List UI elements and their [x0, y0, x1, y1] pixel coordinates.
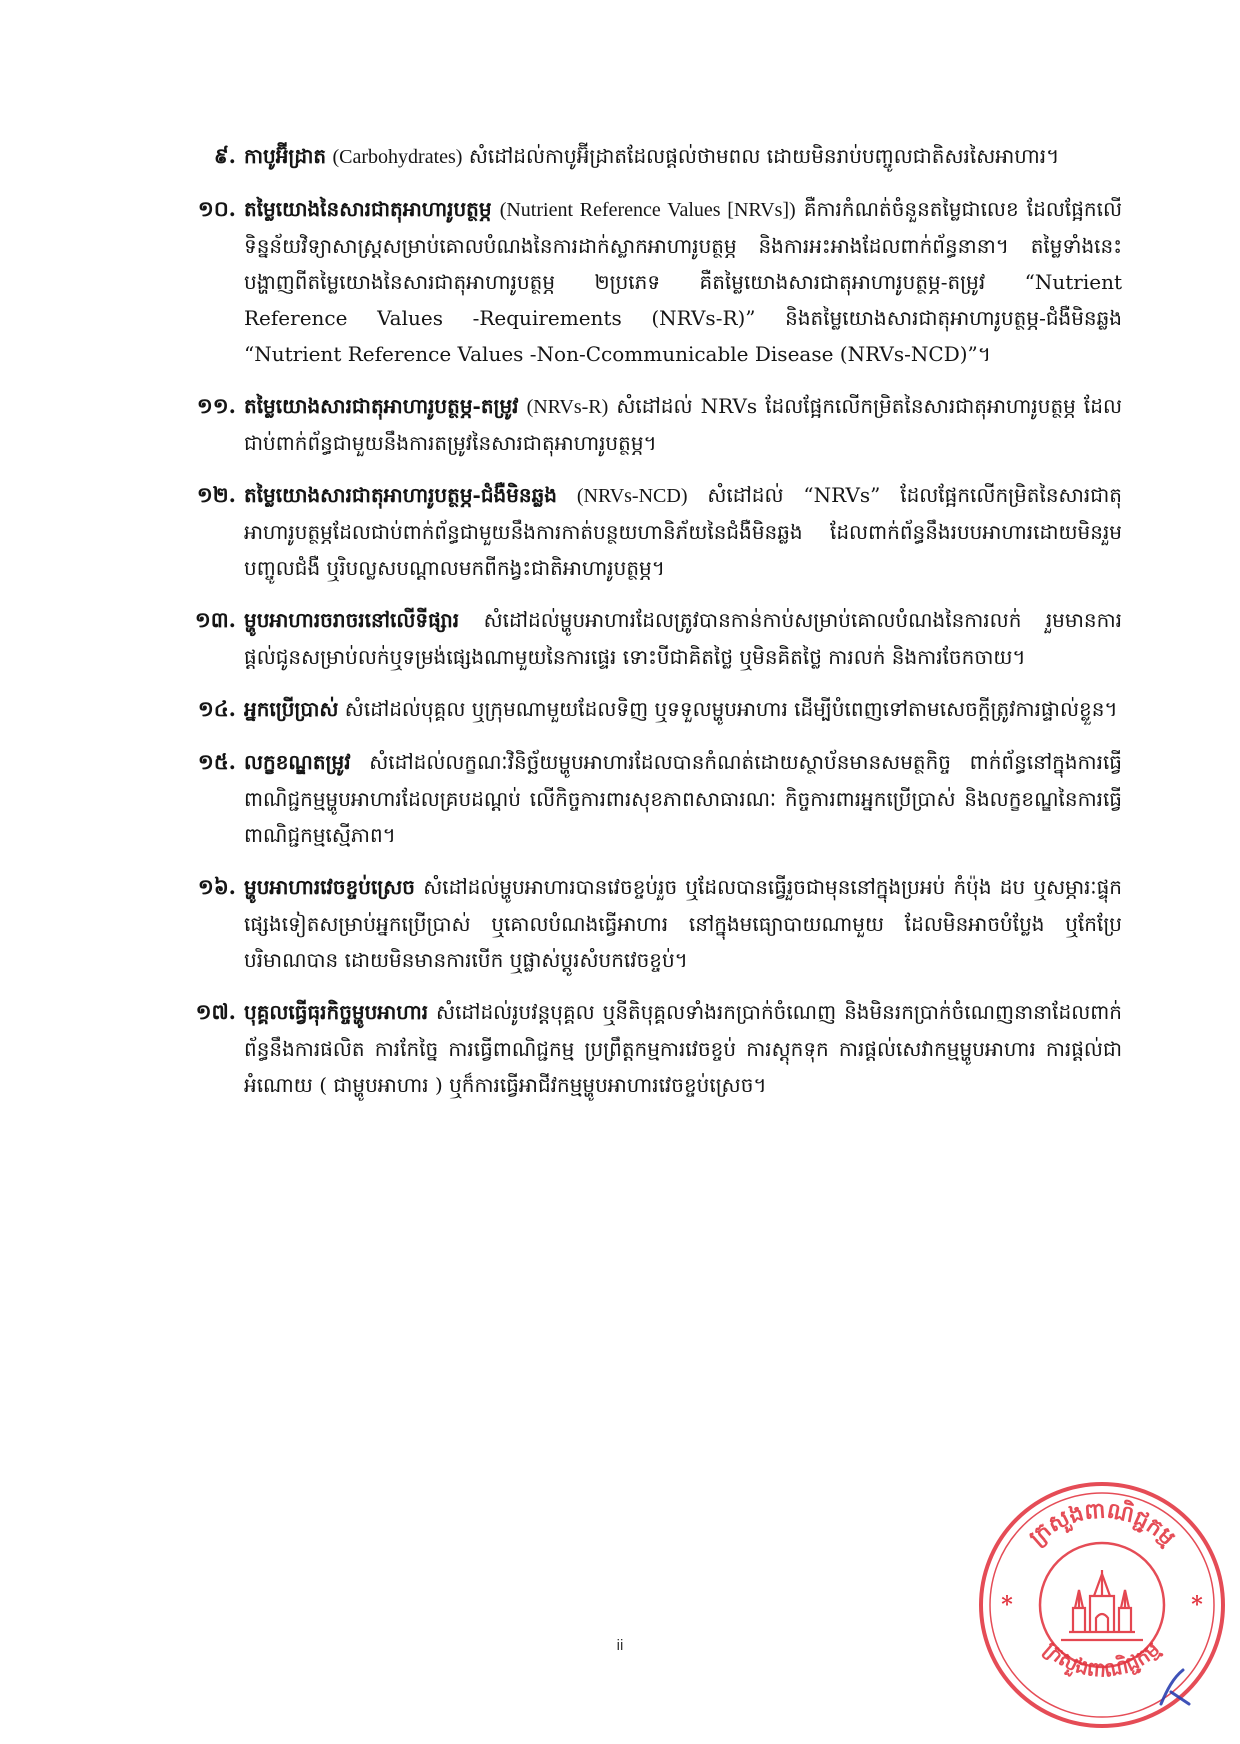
definition-body: [244, 138, 1122, 175]
definition-item: [186, 477, 1122, 586]
definition-item: [186, 869, 1122, 978]
definition-text: គឺការកំណត់ចំនួនតម្លៃជាលេខ ដែលផ្អែកលើទិន្នន័យវិទ្យាសាស្ត្រសម្រាប់គោលបំណងនៃការដាក់ស្លាកអាហារូបត្ថម្ភ និងការអះអាងដែលពាក់ព័ន្ធនានា។ តម្លៃទាំងនេះបង្ហាញពីតម្លៃយោងនៃសារជាតុអាហារូបត្ថម្ភ ២ប្រភេទ គឺតម្លៃយោងសារជាតុអាហារូបត្ថម្ភ-តម្រូវ “Nutrient Reference Values -Requirements (NRVs-R)” និងតម្លៃយោងសារជាតុអាហារូបត្ថម្ភ-ជំងឺមិនឆ្លង “Nutrient Reference Values -Non-Ccommunicable Disease (NRVs-NCD)”។: [244, 197, 1122, 366]
definition-body: [244, 388, 1122, 461]
svg-text:*: *: [1191, 1592, 1203, 1618]
definition-number: ១១.: [196, 393, 236, 418]
definition-text: សំដៅដល់រូបវន្តបុគ្គល ឬនីតិបុគ្គលទាំងរកប្រាក់ចំណេញ និងមិនរកប្រាក់ចំណេញនានាដែលពាក់ព័ន្ធនឹងការផលិត ការកែច្នៃ ការធ្វើពាណិជ្ជកម្ម ប្រព្រឹត្តកម្មការវេចខ្ចប់ ការស្តុកទុក ការផ្តល់សេវាកម្មម្ហូបអាហារ ការផ្តល់ជាអំណោយ ( ជាម្ហូបអាហារ ) ឬក៏ការធ្វើអាជីវកម្មម្ហូបអាហារវេចខ្ចប់ស្រេច។: [244, 1000, 1122, 1097]
definition-term: ម្ហូបអាហារវេចខ្ចប់ស្រេច: [244, 875, 415, 899]
page-number: ii: [616, 1637, 624, 1654]
definition-number: ១០.: [197, 196, 236, 221]
official-seal-icon: [975, 1478, 1229, 1732]
definition-english: (Nutrient Reference Values [NRVs]): [499, 199, 796, 221]
definition-text: សំដៅដល់លក្ខណៈវិនិច្ឆ័យម្ហូបអាហារដែលបានកំណត់ដោយស្ថាប័នមានសមត្ថកិច្ច ពាក់ព័ន្ធនៅក្នុងការធ្វើពាណិជ្ជកម្មម្ហូបអាហារដែលគ្របដណ្តប់ លើកិច្ចការពារសុខភាពសាធារណៈ កិច្ចការពារអ្នកប្រើប្រាស់ និងលក្ខខណ្ឌនៃការធ្វើពាណិជ្ជកម្មស្មើភាព។: [244, 750, 1122, 847]
definition-body: [244, 994, 1122, 1103]
definition-number: ១៤.: [197, 696, 236, 721]
definition-body: [244, 477, 1122, 586]
seal-top-text: ក្រសួងពាណិជ្ជកម្ម: [1024, 1498, 1180, 1551]
definition-item: [186, 691, 1122, 728]
definition-english: (NRVs-NCD): [576, 485, 688, 507]
definition-text: សំដៅដល់ “NRVs” ដែលផ្អែកលើកម្រិតនៃសារជាតុអាហារូបត្ថម្ភដែលជាប់ពាក់ព័ន្ធជាមួយនឹងការកាត់បន្ថយហានិភ័យនៃជំងឺមិនឆ្លង ដែលពាក់ព័ន្ធនឹងរបបអាហារដោយមិនរួមបញ្ចូលជំងឺ ឬរិបល្លសបណ្តាលមកពីកង្វះជាតិអាហារូបត្ថម្ភ។: [244, 483, 1123, 580]
definition-term: តម្លៃយោងនៃសារជាតុអាហារូបត្ថម្ភ: [244, 197, 492, 221]
definition-body: [244, 691, 1122, 728]
definition-text: សំដៅដល់ NRVs ដែលផ្អែកលើកម្រិតនៃសារជាតុអាហារូបត្ថម្ភ ដែលជាប់ពាក់ព័ន្ធជាមួយនឹងការតម្រូវនៃសារជាតុអាហារូបត្ថម្ភ។: [244, 394, 1123, 455]
definition-text: សំដៅដល់ម្ហូបអាហារដែលត្រូវបានកាន់កាប់សម្រាប់គោលបំណងនៃការលក់ រួមមានការផ្តល់ជូនសម្រាប់លក់ឬទម្រង់ផ្សេងណាមួយនៃការផ្ទេរ ទោះបីជាគិតថ្លៃ ឬមិនគិតថ្លៃ ការលក់ និងការចែកចាយ។: [244, 608, 1123, 669]
definition-text: សំដៅដល់ម្ហូបអាហារបានវេចខ្ចប់រួច ឬដែលបានធ្វើរួចជាមុននៅក្នុងប្រអប់ កំប៉ុង ដប ឬសម្ភារៈផ្ទុកផ្សេងទៀតសម្រាប់អ្នកប្រើប្រាស់ ឬគោលបំណងធ្វើអាហារ នៅក្នុងមធ្យោបាយណាមួយ ដែលមិនអាចបំប្លែង ឬកែប្រែបរិមាណបាន ដោយមិនមានការបើក ឬផ្លាស់ប្តូរសំបកវេចខ្ចប់។: [244, 875, 1122, 972]
definition-item: [186, 744, 1122, 853]
definition-term: អ្នកប្រើប្រាស់: [244, 697, 339, 721]
definition-term: តម្លៃយោងសារជាតុអាហារូបត្ថម្ភ-ជំងឺមិនឆ្លង: [244, 483, 557, 507]
seal-bottom-text: ក្រសួងពាណិជ្ជកម្ម: [1039, 1636, 1165, 1683]
definition-item: [186, 602, 1122, 675]
definition-number: ១២.: [196, 482, 236, 507]
definition-body: [244, 744, 1122, 853]
definition-text: សំដៅដល់បុគ្គល ឬក្រុមណាមួយដែលទិញ ឬទទួលម្ហូបអាហារ ដើម្បីបំពេញទៅតាមសេចក្តីត្រូវការផ្ទាល់ខ្លួន។: [344, 697, 1118, 721]
definition-text: សំដៅដល់កាបូអ៊ីដ្រាតដែលផ្តល់ថាមពល ដោយមិនរាប់បញ្ចូលជាតិសរសៃអាហារ។: [468, 144, 1060, 168]
definition-term: ម្ហូបអាហារចរាចរនៅលើទីផ្សារ: [244, 608, 460, 632]
svg-text:*: *: [1001, 1592, 1013, 1618]
definition-number: ១៣.: [194, 607, 236, 632]
svg-text:ក្រសួងពាណិជ្ជកម្ម: [1039, 1637, 1165, 1683]
definition-term: កាបូអ៊ីដ្រាត: [244, 144, 327, 168]
definition-item: [186, 138, 1122, 175]
definitions-list: [186, 138, 1122, 1119]
definition-english: (Carbohydrates): [332, 146, 463, 168]
definition-number: ៩.: [213, 143, 236, 168]
definition-number: ១៧.: [195, 999, 236, 1024]
definition-number: ១៥.: [197, 749, 236, 774]
definition-item: [186, 191, 1122, 372]
definition-body: [244, 191, 1122, 372]
definition-item: [186, 388, 1122, 461]
definition-term: លក្ខខណ្ឌតម្រូវ: [244, 750, 351, 774]
definition-english: (NRVs-R): [526, 396, 609, 418]
definition-term: បុគ្គលធ្វើធុរកិច្ចម្ហូបអាហារ: [244, 1000, 429, 1024]
definition-body: [244, 602, 1122, 675]
definition-number: ១៦.: [197, 874, 236, 899]
definition-item: [186, 994, 1122, 1103]
definition-term: តម្លៃយោងសារជាតុអាហារូបត្ថម្ភ-តម្រូវ: [244, 394, 519, 418]
definition-body: [244, 869, 1122, 978]
